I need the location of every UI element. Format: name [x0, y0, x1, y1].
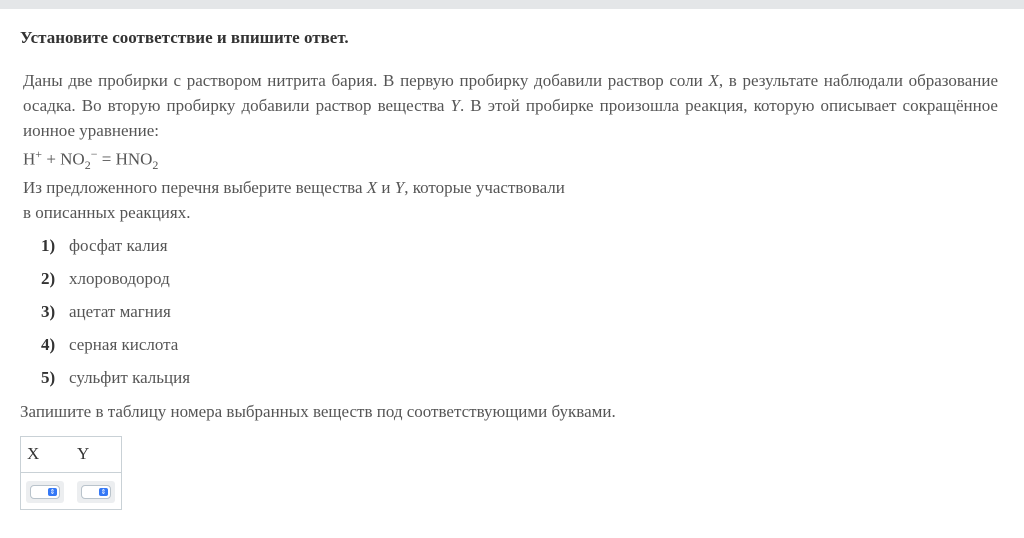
option-text: сульфит кальция: [69, 368, 191, 387]
var-x: X: [708, 71, 719, 90]
option-text: хлороводород: [69, 269, 170, 288]
option-text: серная кислота: [69, 335, 179, 354]
condition-text-3: . В этой пробирке произошла реакция, которую описывает сокращённое ионное уравнение:: [23, 96, 998, 140]
list-item: [41, 236, 190, 269]
updown-chevron-icon[interactable]: ⇕: [49, 488, 56, 496]
option-number: 2): [41, 269, 56, 288]
select-y-field[interactable]: [81, 485, 111, 499]
answer-instruction: Запишите в таблицу номера выбранных веществ под соответствующими буквами.: [20, 402, 616, 421]
option-number: 3): [41, 302, 56, 321]
option-number: 1): [41, 236, 56, 255]
task-question: Из предложенного перечня выберите вещества X и Y, которые участвовали в описанных реакциях.: [23, 178, 565, 222]
var-y: Y: [450, 96, 460, 115]
list-item: [41, 335, 190, 368]
var-x: X: [366, 178, 378, 197]
top-bar: [0, 0, 1024, 9]
answer-select-y[interactable]: [77, 481, 115, 503]
options-list: [41, 236, 190, 401]
option-text: фосфат калия: [69, 236, 168, 255]
answer-table: [20, 436, 122, 510]
condition-text-1: Даны две пробирки с раствором нитрита бария. В первую пробирку добавили раствор соли: [23, 71, 709, 90]
condition-text-2: , в результате наблюдали образование осадка. Во вторую пробирку добавили раствор вещества: [23, 71, 998, 115]
option-text: ацетат магния: [69, 302, 171, 321]
updown-chevron-icon[interactable]: ⇕: [100, 488, 107, 496]
column-x-label: X: [27, 444, 40, 463]
select-x-field[interactable]: [30, 485, 60, 499]
task-title: Установите соответствие и впишите ответ.: [20, 28, 349, 47]
ionic-equation: $H^+ + NO_2^- = HNO_2$: [23, 147, 159, 173]
list-item: [41, 269, 190, 302]
answer-select-x[interactable]: [26, 481, 64, 503]
var-y: Y: [394, 178, 405, 197]
column-y-label: Y: [77, 444, 90, 463]
list-item: [41, 368, 190, 401]
task-condition: [23, 68, 998, 143]
option-number: 5): [41, 368, 56, 387]
option-number: 4): [41, 335, 56, 354]
list-item: [41, 302, 190, 335]
answer-table-header: [21, 437, 121, 473]
